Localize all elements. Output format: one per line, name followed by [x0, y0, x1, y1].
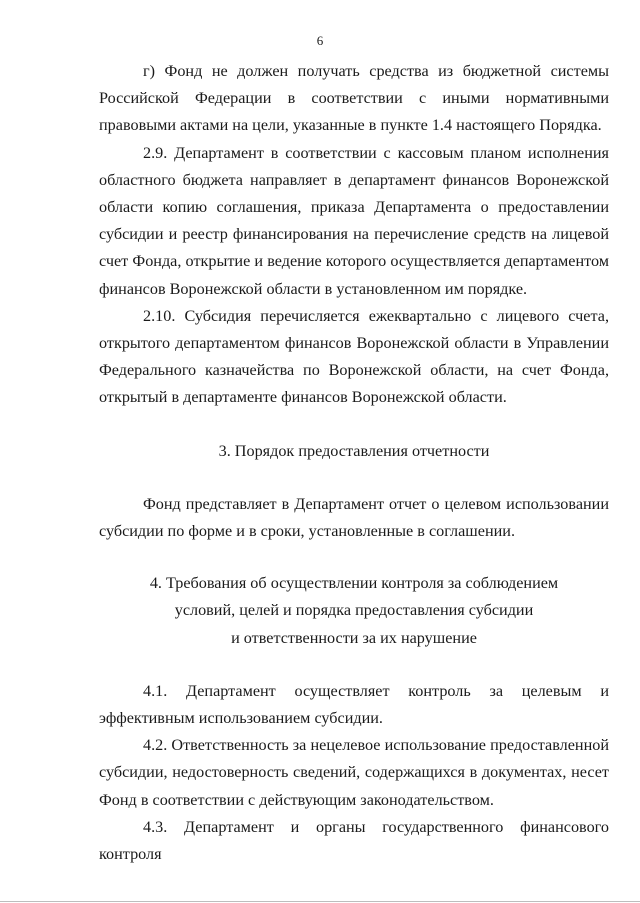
paragraph-2-10: 2.10. Субсидия перечисляется ежеквартально с лицевого счета, открытого департаментом финансов Воронежской области в Управлении Федерального казначейства по Воронежской области, на счет Фонда, открытый в департаменте финансов Воронежской области.: [99, 306, 609, 407]
paragraph-4-3: 4.3. Департамент и органы государственного финансового контроля: [99, 817, 609, 864]
paragraph-2-9: 2.9. Департамент в соответствии с кассовым планом исполнения областного бюджета направляет в департамент финансов Воронежской области копию соглашения, приказа Департамента о предоставлении субсидии и реестр финансирования на перечисление средств на лицевой счет Фонда, открытие и ведение которого осуществляется департаментом финансов Воронежской области в установленном им порядке.: [99, 143, 609, 298]
paragraph-3-report: Фонд представляет в Департамент отчет о целевом использовании субсидии по форме и в сроки, установленные в соглашении.: [99, 494, 609, 541]
page-bottom-divider: [0, 901, 640, 902]
section-4-heading: [99, 570, 609, 652]
section-4-heading-line: условий, целей и порядка предоставления субсидии: [174, 601, 534, 620]
section-4-heading-line: и ответственности за их нарушение: [231, 628, 477, 647]
document-body: [99, 58, 609, 868]
section-3-heading: 3. Порядок предоставления отчетности: [218, 441, 490, 460]
page-number: 6: [316, 33, 324, 48]
paragraph-subitem-g: г) Фонд не должен получать средства из бюджетной системы Российской Федерации в соответствии с иными нормативными правовыми актами на цели, указанные в пункте 1.4 настоящего Порядка.: [99, 62, 609, 135]
paragraph-4-2: 4.2. Ответственность за нецелевое использование предоставленной субсидии, недостоверность сведений, содержащихся в документах, несет Фонд в соответствии с действующим законодательством.: [99, 736, 609, 809]
section-4-heading-line: 4. Требования об осуществлении контроля за соблюдением: [149, 574, 559, 593]
paragraph-4-1: 4.1. Департамент осуществляет контроль за целевым и эффективным использованием субсидии.: [99, 681, 609, 728]
